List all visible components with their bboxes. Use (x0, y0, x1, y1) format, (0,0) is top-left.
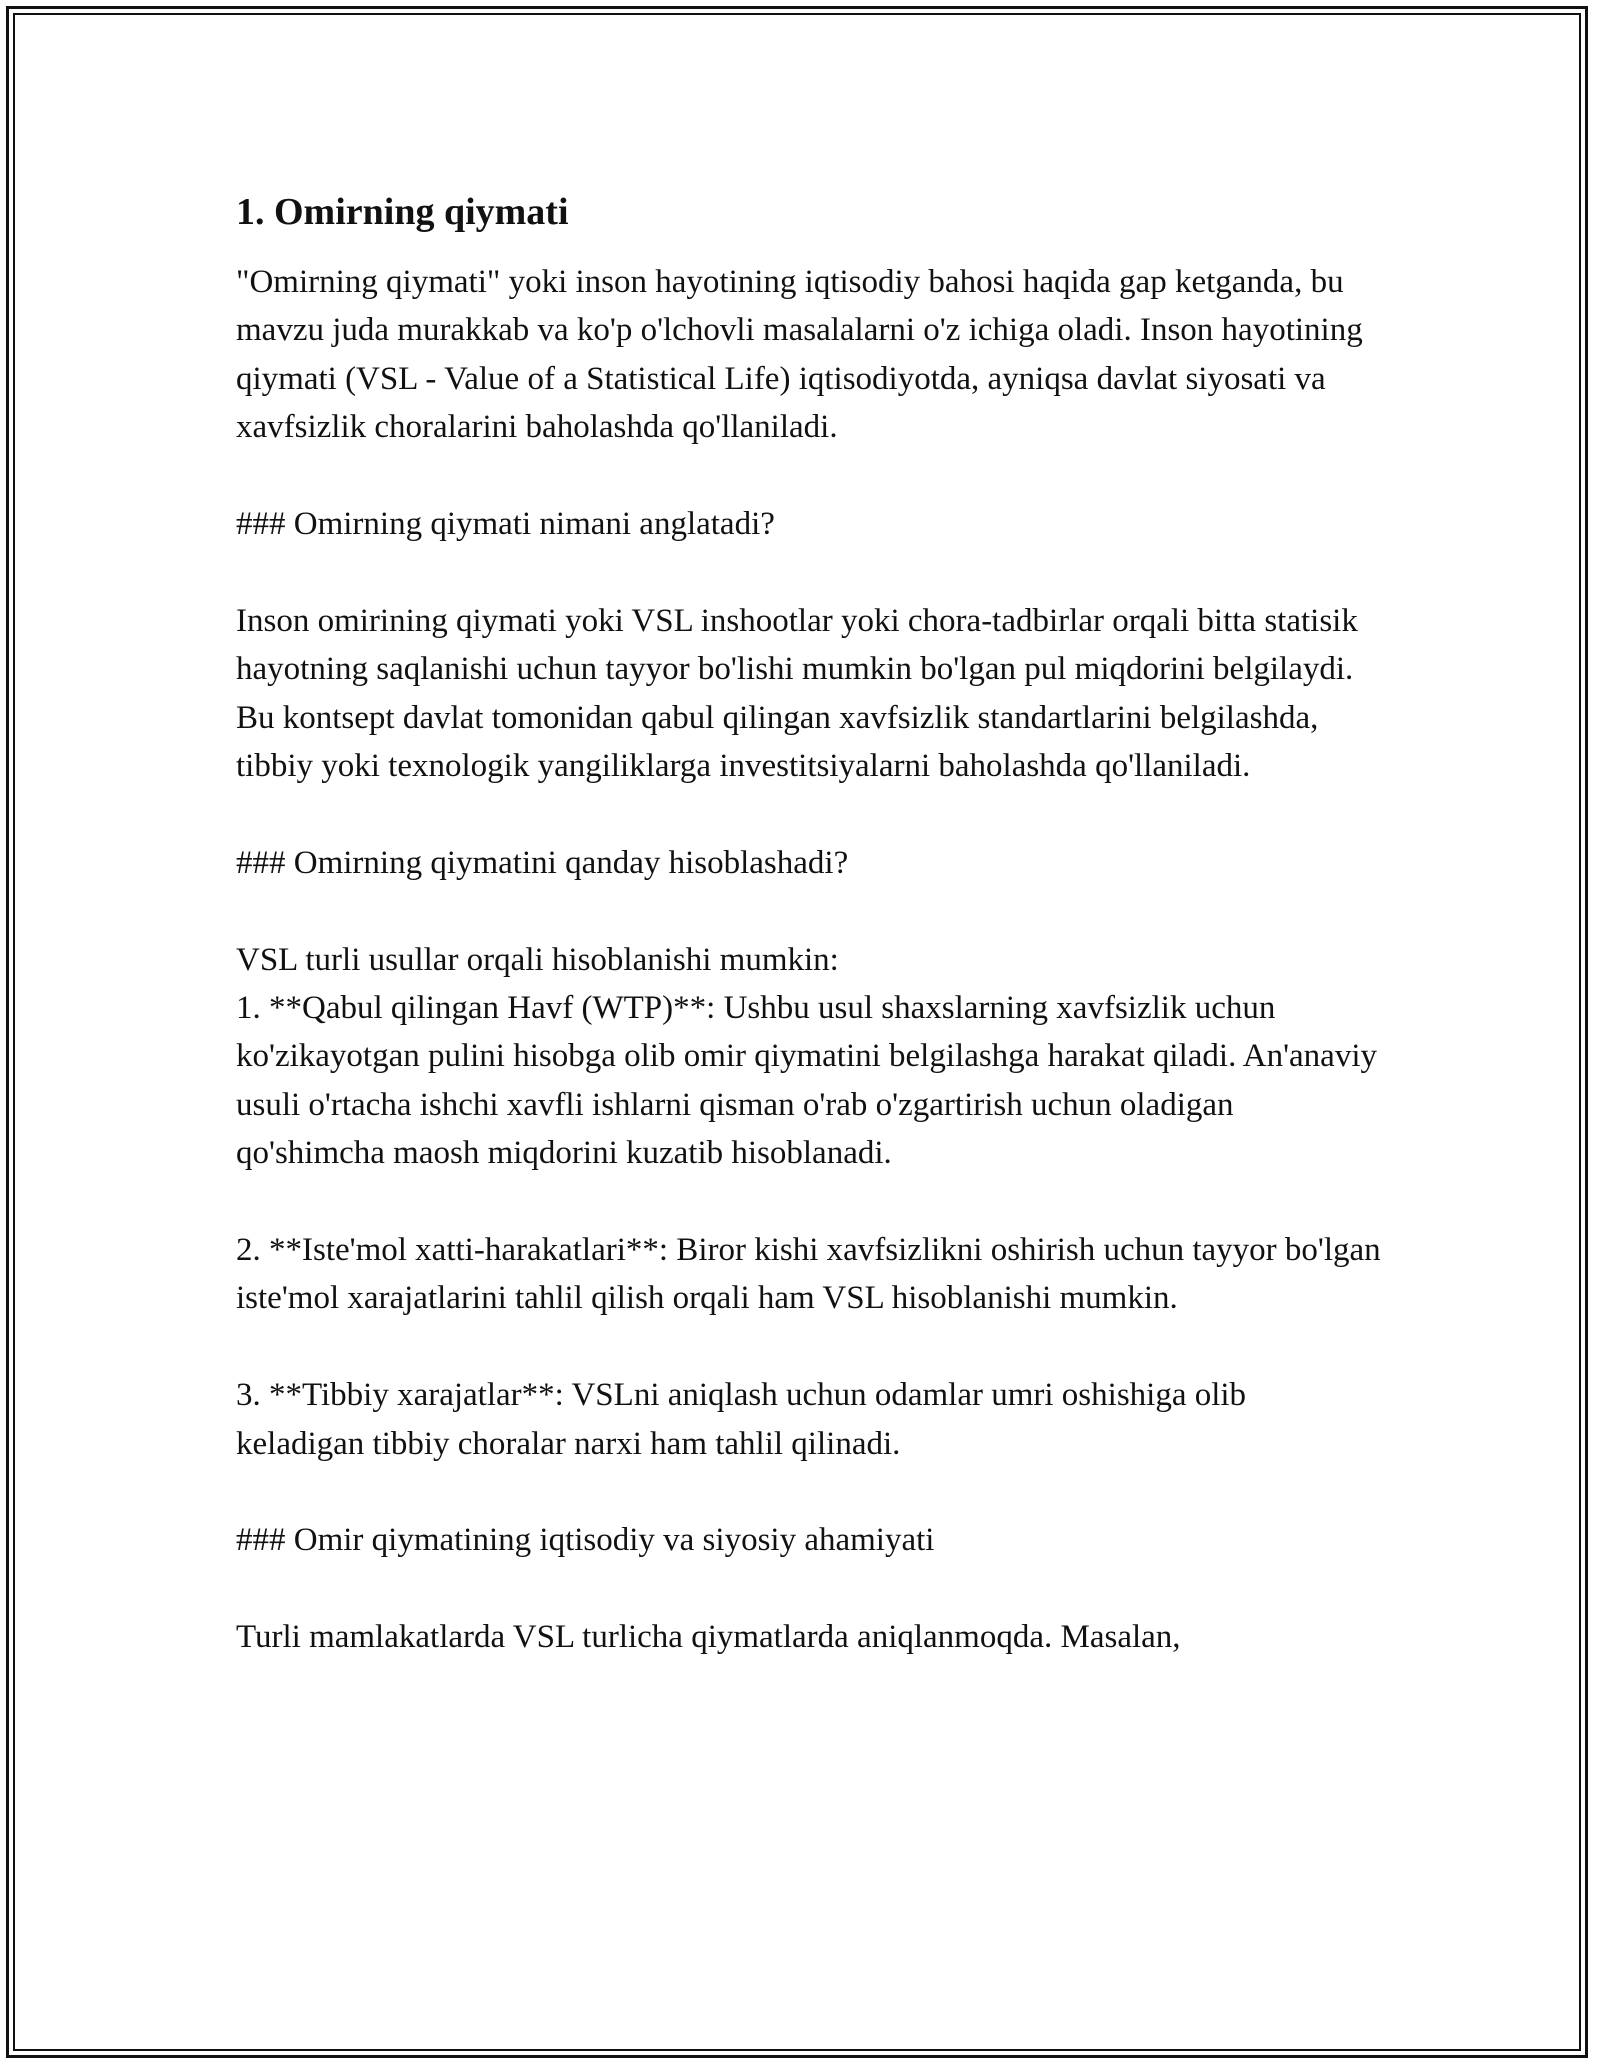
method-item-2: 2. **Iste'mol xatti-harakatlari**: Biror kishi xavfsizlikni oshirish uchun tayyor bo'lgan iste'mol xarajatlarini tahlil qilish orqali ham VSL hisoblanishi mumkin. (236, 1232, 1381, 1317)
paragraph-gap (236, 790, 1381, 838)
meaning-paragraph: Inson omirining qiymati yoki VSL inshootlar yoki chora-tadbirlar orqali bitta statisik hayotning saqlanishi uchun tayyor bo'lishi mumkin bo'lgan pul miqdorini belgilaydi. Bu kontsept davlat tomonidan qabul qilingan xavfsizlik standartlarini belgilashda, tibbiy yoki texnologik yangiliklarga investitsiyalarni baholashda qo'llaniladi. (236, 602, 1358, 785)
paragraph-gap (236, 548, 1381, 596)
paragraph-gap (236, 1468, 1381, 1516)
paragraph-gap (236, 1565, 1381, 1613)
paragraph-gap (236, 1323, 1381, 1371)
subheading-significance: ### Omir qiymatining iqtisodiy va siyosiy ahamiyati (236, 1522, 935, 1559)
subheading-meaning: ### Omirning qiymati nimani anglatadi? (236, 506, 775, 543)
significance-paragraph: Turli mamlakatlarda VSL turlicha qiymatlarda aniqlanmoqda. Masalan, (236, 1619, 1181, 1656)
section-title: 1. Omirning qiymati (236, 191, 569, 233)
paragraph-gap (236, 452, 1381, 500)
method-item-1: 1. **Qabul qilingan Havf (WTP)**: Ushbu usul shaxslarning xavfsizlik uchun ko'zikayotgan pulini hisobga olib omir qiymatini belgilashga harakat qiladi. An'anaviy usuli o'rtacha ishchi xavfli ishlarni qisman o'rab o'zgartirish uchun oladigan qo'shimcha maosh miqdorini kuzatib hisoblanadi. (236, 990, 1377, 1172)
method-item-3: 3. **Tibbiy xarajatlar**: VSLni aniqlash uchun odamlar umri oshishiga olib keladigan tibbiy choralar narxi ham tahlil qilinadi. (236, 1377, 1247, 1462)
paragraph-gap (236, 887, 1381, 935)
document-body (236, 188, 1381, 1662)
subheading-calculation: ### Omirning qiymatini qanday hisoblashadi? (236, 844, 849, 881)
paragraph-gap (236, 1178, 1381, 1226)
methods-intro: VSL turli usullar orqali hisoblanishi mumkin: (236, 941, 839, 978)
intro-paragraph: "Omirning qiymati" yoki inson hayotining iqtisodiy bahosi haqida gap ketganda, bu mavzu juda murakkab va ko'p o'lchovli masalalarni o'z ichiga oladi. Inson hayotining qiymati (VSL - Value of a Statistical Life) iqtisodiyotda, ayniqsa davlat siyosati va xavfsizlik choralarini baholashda qo'llaniladi. (236, 264, 1363, 446)
